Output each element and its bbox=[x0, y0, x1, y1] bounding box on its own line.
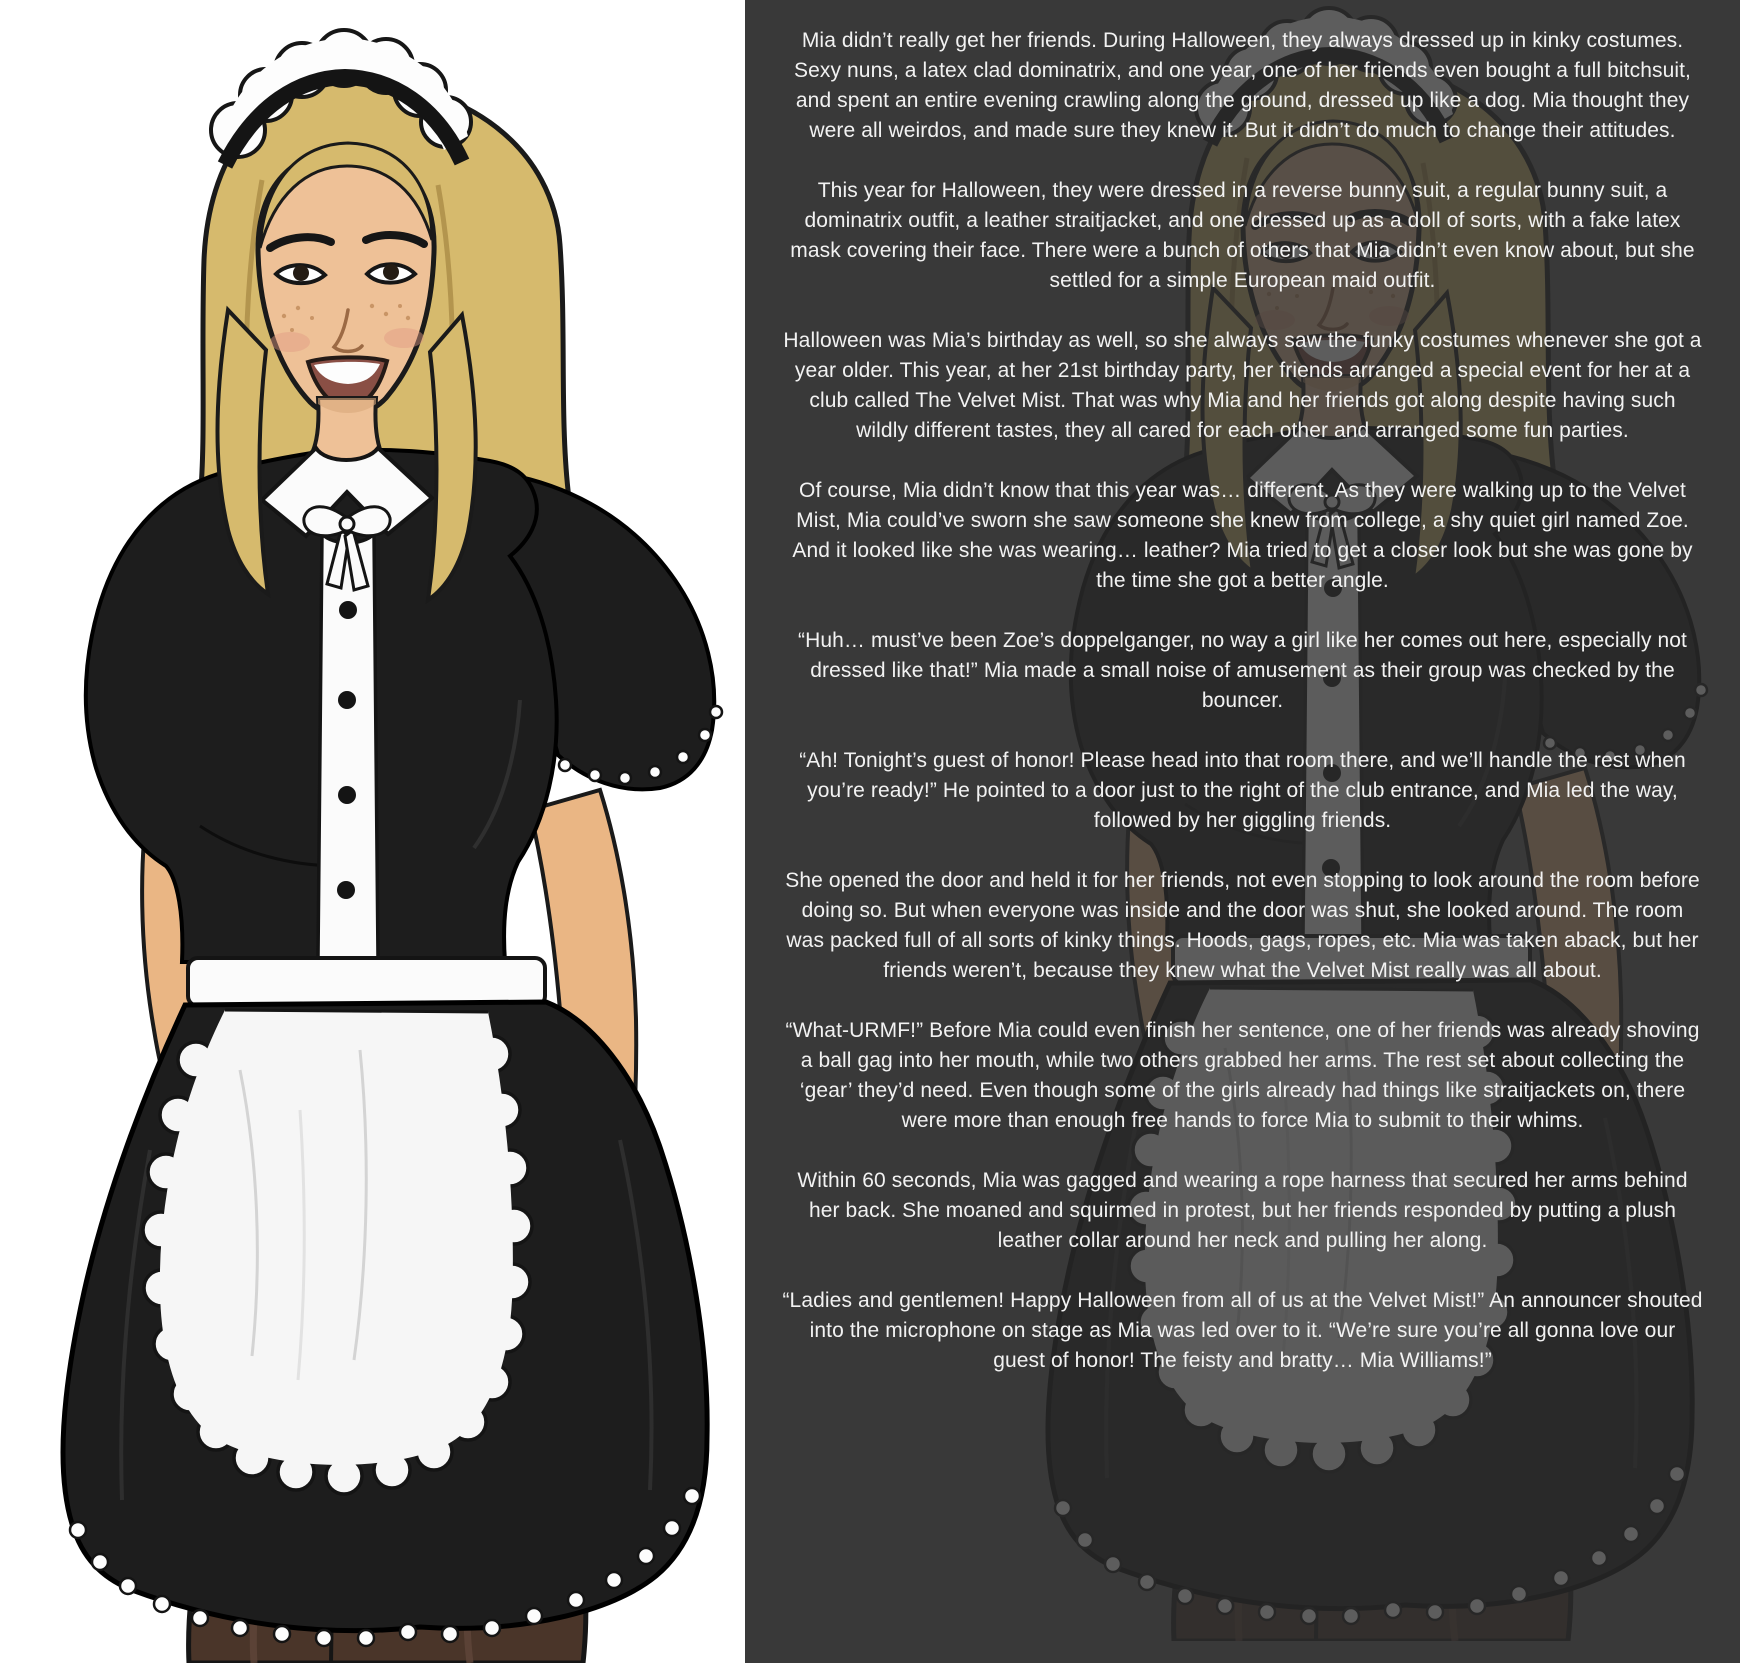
story-panel bbox=[745, 0, 1740, 1663]
maid-illustration bbox=[0, 0, 745, 1663]
story-paragraph: This year for Halloween, they were dressed in a reverse bunny suit, a regular bunny suit, a dominatrix outfit, a leather straitjacket, and one dressed up as a doll of sorts, with a fake latex mask covering their face. There were a bunch of others that Mia didn’t even know about, but she settled for a simple European maid outfit. bbox=[790, 179, 1695, 292]
illustration-panel bbox=[0, 0, 745, 1663]
story-paragraph: “What-URMF!” Before Mia could even finish her sentence, one of her friends was already shoving a ball gag into her mouth, while two others grabbed her arms. The rest set about collecting the ‘gear’ they’d need. Even though some of the girls already had things like straitjackets on, there were more than enough free hands to force Mia to submit to their whims. bbox=[785, 1019, 1700, 1132]
story-paragraph: Of course, Mia didn’t know that this year was… different. As they were walking up to the Velvet Mist, Mia could’ve sworn she saw someone she knew from college, a shy quiet girl named Zoe. And it looked like she was wearing… leather? Mia tried to get a closer look but she was gone by the time she got a better angle. bbox=[792, 479, 1693, 592]
story-paragraph: “Ah! Tonight’s guest of honor! Please head into that room there, and we’ll handle the rest when you’re ready!” He pointed to a door just to the right of the club entrance, and Mia led the way, followed by her giggling friends. bbox=[799, 749, 1686, 832]
story-paragraph: “Huh… must’ve been Zoe’s doppelganger, no way a girl like her comes out here, especially not dressed like that!” Mia made a small noise of amusement as their group was checked by the bouncer. bbox=[798, 629, 1687, 712]
story-paragraph: Halloween was Mia’s birthday as well, so she always saw the funky costumes whenever she got a year older. This year, at her 21st birthday party, her friends arranged a special event for her at a club called The Velvet Mist. That was why Mia and her friends got along despite having such wildly different tastes, they all cared for each other and arranged some fun parties. bbox=[783, 329, 1702, 442]
story-text bbox=[745, 0, 1740, 1376]
story-paragraph: “Ladies and gentlemen! Happy Halloween from all of us at the Velvet Mist!” An announcer shouted into the microphone on stage as Mia was led over to it. “We’re sure you’re all gonna love our guest of honor! The feisty and bratty… Mia Williams!” bbox=[782, 1289, 1703, 1372]
story-paragraph: Within 60 seconds, Mia was gagged and wearing a rope harness that secured her arms behind her back. She moaned and squirmed in protest, but her friends responded by putting a plush leather collar around her neck and pulling her along. bbox=[797, 1169, 1688, 1252]
story-paragraph: She opened the door and held it for her friends, not even stopping to look around the room before doing so. But when everyone was inside and the door was shut, she looked around. The room was packed full of all sorts of kinky things. Hoods, gags, ropes, etc. Mia was taken aback, but her friends weren’t, because they knew what the Velvet Mist really was all about. bbox=[785, 869, 1700, 982]
story-paragraph: Mia didn’t really get her friends. During Halloween, they always dressed up in kinky costumes. Sexy nuns, a latex clad dominatrix, and one year, one of her friends even bought a full bitchsuit, and spent an entire evening crawling along the ground, dressed up like a dog. Mia thought they were all weirdos, and made sure they knew it. But it didn’t do much to change their attitudes. bbox=[793, 29, 1691, 142]
